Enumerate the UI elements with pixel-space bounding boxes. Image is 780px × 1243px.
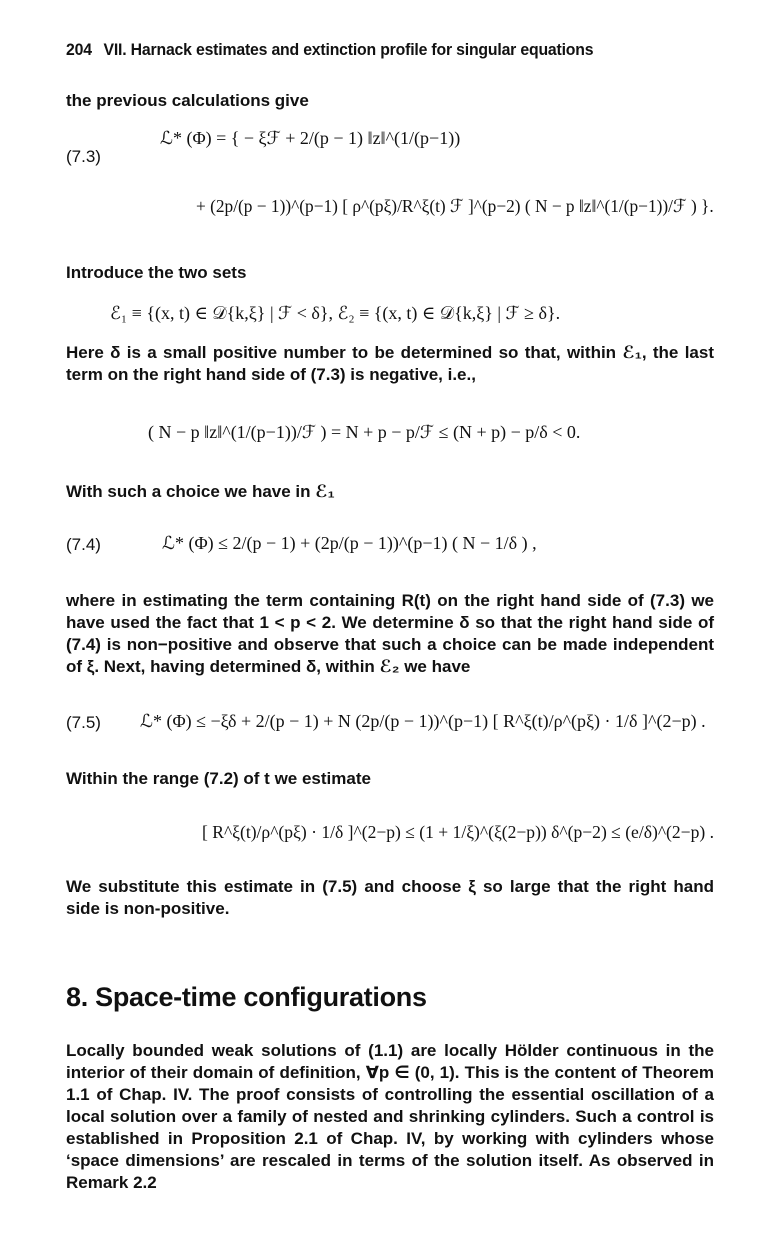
- section-title: 8. Space-time configurations: [66, 982, 427, 1012]
- paragraph-two-sets: Introduce the two sets: [66, 263, 247, 282]
- equation-label-7-3: (7.3): [66, 147, 101, 166]
- equation-inequality: ( N − p ‖z‖^(1/(p−1))/ℱ ) = N + p − p/ℱ ≤ (N + p) − p/δ < 0.: [148, 422, 581, 442]
- equation-estimate: [ R^ξ(t)/ρ^(pξ) · 1/δ ]^(2−p) ≤ (1 + 1/ξ)^(ξ(2−p)) δ^(p−2) ≤ (e/δ)^(2−p) .: [202, 822, 714, 842]
- equation-7-3-line-2: + (2p/(p − 1))^(p−1) [ ρ^(pξ)/R^ξ(t) ℱ ]^(p−2) ( N − p ‖z‖^(1/(p−1))/ℱ ) }.: [196, 196, 714, 216]
- paragraph-section-8: Locally bounded weak solutions of (1.1) are locally Hölder continuous in the interior of their domain of definition, ∀p ∈ (0, 1). This is the content of Theorem 1.1 of Chap. IV. The proof consists of controlling the essential oscillation of a local solution over a family of nested and shrinking cylinders. Such a control is established in Proposition 2.1 of Chap. IV, by working with cylinders whose ‘space dimensions’ are rescaled in terms of the solution itself. As observed in Remark 2.2: [66, 1041, 714, 1192]
- running-header: [66, 40, 593, 60]
- equation-7-4: ℒ* (Φ) ≤ 2/(p − 1) + (2p/(p − 1))^(p−1) ( N − 1/δ ) ,: [162, 533, 537, 553]
- equation-label-7-4: (7.4): [66, 535, 101, 554]
- equation-sets: ℰ₁ ≡ {(x, t) ∈ 𝒟{k,ξ} | ℱ < δ}, ℰ₂ ≡ {(x, t) ∈ 𝒟{k,ξ} | ℱ ≥ δ}.: [110, 303, 561, 323]
- paragraph-range: Within the range (7.2) of t we estimate: [66, 769, 371, 788]
- equation-7-3-line-1: ℒ* (Φ) = { − ξℱ + 2/(p − 1) ‖z‖^(1/(p−1)): [160, 128, 461, 148]
- equation-7-5: ℒ* (Φ) ≤ −ξδ + 2/(p − 1) + N (2p/(p − 1))^(p−1) [ R^ξ(t)/ρ^(pξ) · 1/δ ]^(2−p) .: [140, 711, 706, 731]
- paragraph-estimating: where in estimating the term containing R(t) on the right hand side of (7.3) we have used the fact that 1 < p < 2. We determine δ so that the right hand side of (7.4) is non−positive and observe that such a choice can be made independent of ξ. Next, having determined δ, within ℰ₂ we have: [66, 591, 714, 676]
- running-title: VII. Harnack estimates and extinction profile for singular equations: [103, 40, 594, 59]
- paragraph-substitute: We substitute this estimate in (7.5) and choose ξ so large that the right hand side is non-positive.: [66, 877, 714, 918]
- paragraph-delta: Here δ is a small positive number to be determined so that, within ℰ₁, the last term on the right hand side of (7.3) is negative, i.e.,: [66, 343, 714, 384]
- paragraph-intro: the previous calculations give: [66, 91, 309, 110]
- page-number: 204: [66, 40, 92, 59]
- equation-label-7-5: (7.5): [66, 713, 101, 732]
- paragraph-choice: With such a choice we have in ℰ₁: [66, 482, 335, 501]
